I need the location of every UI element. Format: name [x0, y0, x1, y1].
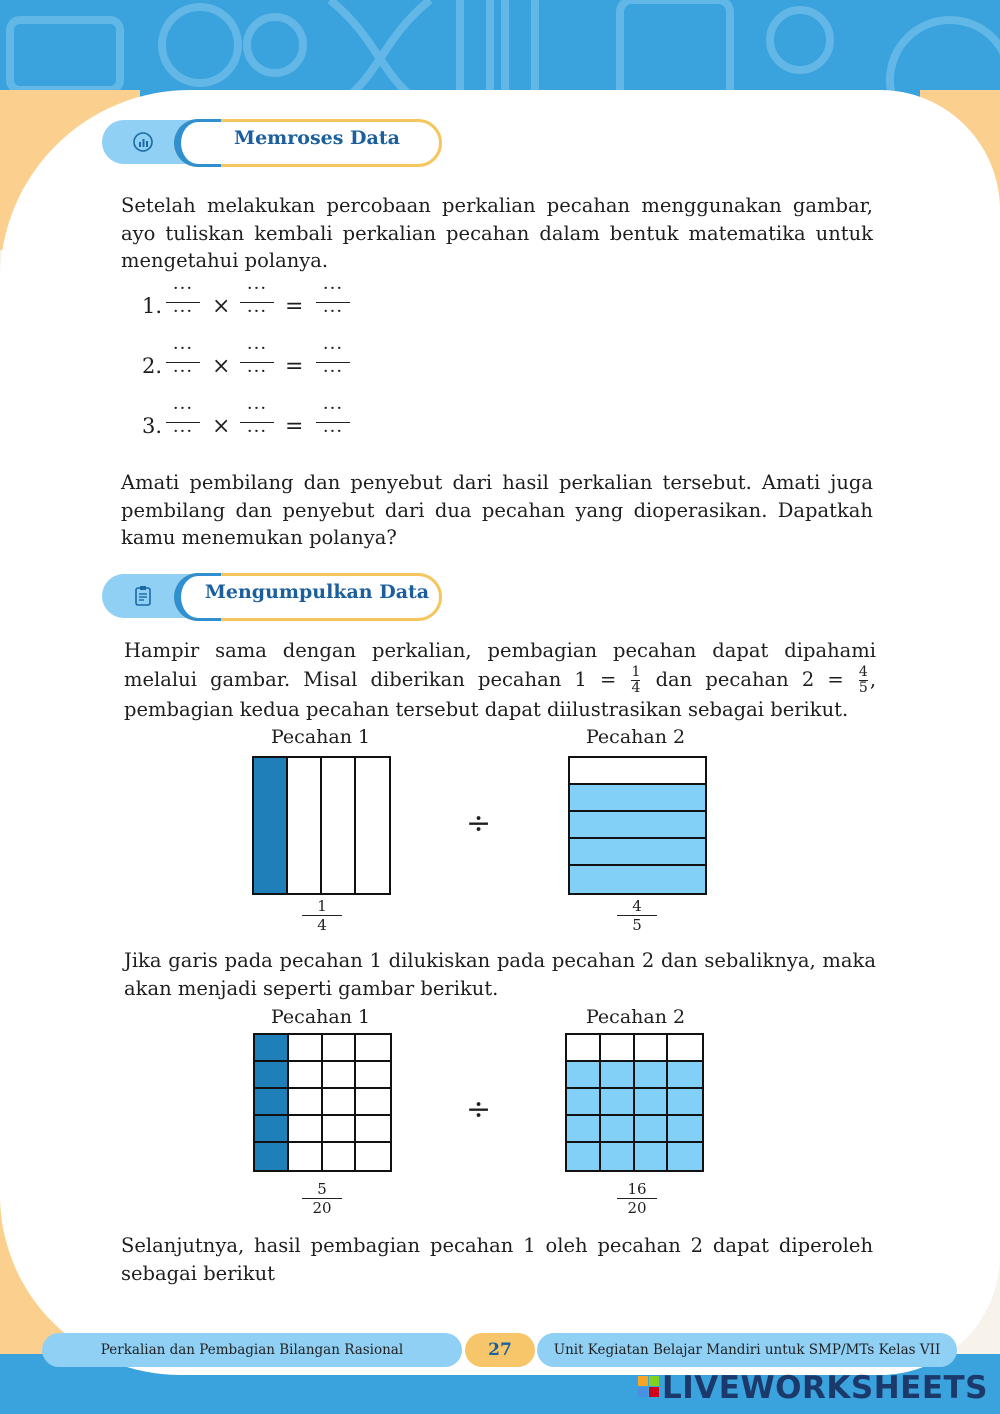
- grid-cell: [323, 1062, 357, 1089]
- grid-cell: [601, 1143, 635, 1170]
- grid-cell: [289, 1035, 323, 1062]
- shaded-row: [570, 839, 705, 866]
- grid-cell: [323, 1035, 357, 1062]
- grid-cell: [323, 1116, 357, 1143]
- equals-sign: =: [285, 294, 304, 319]
- division-sign: ÷: [466, 1092, 492, 1127]
- section-title: Memroses Data: [234, 127, 400, 149]
- figure-label: Pecahan 2: [586, 1006, 686, 1028]
- shaded-row: [570, 785, 705, 812]
- grid-cell: [255, 1062, 289, 1089]
- shaded-row: [570, 812, 705, 839]
- shaded-column: [254, 758, 288, 893]
- fraction-1-grid-model: [253, 1033, 392, 1172]
- page-number: 27: [465, 1333, 535, 1367]
- inline-fraction: $\frac{4}{5}$: [858, 663, 868, 696]
- fraction-label: 16 20: [617, 1180, 657, 1217]
- grid-cell: [635, 1035, 669, 1062]
- fraction-label: 4 5: [617, 897, 657, 934]
- footer-book-title: Unit Kegiatan Belajar Mandiri untuk SMP/MTs Kelas VII: [537, 1333, 957, 1367]
- division-sign: ÷: [466, 806, 492, 841]
- times-sign: ×: [212, 294, 231, 319]
- fraction-label: 1 4: [302, 897, 342, 934]
- equation-number: 2.: [142, 354, 163, 378]
- times-sign: ×: [212, 354, 231, 379]
- fraction-blank: ··· ···: [166, 344, 200, 381]
- equals-sign: =: [285, 414, 304, 439]
- liveworksheets-logo-icon: [638, 1376, 660, 1398]
- inline-fraction: $\frac{1}{4}$: [631, 663, 641, 696]
- equation-number: 1.: [142, 294, 163, 318]
- fraction-blank: ··· ···: [316, 284, 350, 321]
- grid-cell: [601, 1035, 635, 1062]
- fraction-blank: ··· ···: [166, 404, 200, 441]
- figure-label: Pecahan 1: [271, 1006, 371, 1028]
- section-title: Mengumpulkan Data: [204, 581, 430, 603]
- grid-cell: [289, 1089, 323, 1116]
- grid-cell: [255, 1143, 289, 1170]
- grid-cell: [635, 1089, 669, 1116]
- grid-cell: [668, 1089, 702, 1116]
- fraction-1-model: [252, 756, 391, 895]
- grid-cell: [255, 1089, 289, 1116]
- grid-cell: [668, 1116, 702, 1143]
- grid-cell: [289, 1062, 323, 1089]
- paragraph-result: Selanjutnya, hasil pembagian pecahan 1 oleh pecahan 2 dapat diperoleh sebagai berikut: [121, 1234, 873, 1285]
- fraction-blank: ··· ···: [166, 284, 200, 321]
- grid-cell: [567, 1143, 601, 1170]
- paragraph-division-intro: Hampir sama dengan perkalian, pembagian pecahan dapat dipahami melalui gambar. Misal diberikan pecahan 1 = $\frac{1}{4}$ dan pecahan 2 = $\frac{4}{5}$ , pembagian kedua pecahan tersebut dapat diilustrasikan sebagai berikut.: [124, 639, 877, 721]
- grid-cell: [356, 1062, 390, 1089]
- grid-cell: [255, 1035, 289, 1062]
- grid-cell: [635, 1062, 669, 1089]
- grid-cell: [356, 1116, 390, 1143]
- grid-cell: [635, 1116, 669, 1143]
- section-header-mengumpulkan-data: [102, 573, 442, 619]
- fraction-blank: ··· ···: [316, 404, 350, 441]
- figure-label: Pecahan 2: [586, 726, 686, 748]
- grid-cell: [567, 1062, 601, 1089]
- grid-cell: [601, 1089, 635, 1116]
- grid-cell: [289, 1116, 323, 1143]
- fraction-blank: ··· ···: [316, 344, 350, 381]
- grid-cell: [356, 1089, 390, 1116]
- paragraph-observe: Amati pembilang dan penyebut dari hasil perkalian tersebut. Amati juga pembilang dan penyebut dari dua pecahan yang dioperasikan. Dapatkah kamu menemukan polanya?: [121, 471, 873, 549]
- grid-cell: [567, 1089, 601, 1116]
- grid-cell: [323, 1089, 357, 1116]
- section-header-memroses-data: [102, 119, 442, 165]
- paragraph-intro: Setelah melakukan percobaan perkalian pecahan menggunakan gambar, ayo tuliskan kembali perkalian pecahan dalam bentuk matematika untuk mengetahui polanya.: [121, 194, 873, 272]
- paragraph-lines: Jika garis pada pecahan 1 dilukiskan pada pecahan 2 dan sebaliknya, maka akan menjadi seperti gambar berikut.: [124, 949, 876, 1000]
- fraction-blank: ··· ···: [240, 404, 274, 441]
- grid-cell: [635, 1143, 669, 1170]
- grid-cell: [601, 1116, 635, 1143]
- grid-cell: [255, 1116, 289, 1143]
- grid-cell: [601, 1062, 635, 1089]
- grid-cell: [567, 1035, 601, 1062]
- page-card: [0, 90, 1000, 1375]
- fraction-2-grid-model: [565, 1033, 704, 1172]
- grid-cell: [668, 1035, 702, 1062]
- shaded-row: [570, 866, 705, 893]
- equation-number: 3.: [142, 414, 163, 438]
- clipboard-icon: [132, 585, 154, 607]
- grid-cell: [323, 1143, 357, 1170]
- grid-cell: [668, 1143, 702, 1170]
- fraction-2-model: [568, 756, 707, 895]
- grid-cell: [356, 1143, 390, 1170]
- liveworksheets-watermark: LIVEWORKSHEETS: [638, 1370, 988, 1406]
- equals-sign: =: [285, 354, 304, 379]
- grid-cell: [567, 1116, 601, 1143]
- data-chart-icon: [132, 131, 154, 153]
- grid-cell: [356, 1035, 390, 1062]
- times-sign: ×: [212, 414, 231, 439]
- footer-chapter-title: Perkalian dan Pembagian Bilangan Rasional: [42, 1333, 462, 1367]
- grid-cell: [289, 1143, 323, 1170]
- fraction-blank: ··· ···: [240, 344, 274, 381]
- figure-label: Pecahan 1: [271, 726, 371, 748]
- fraction-blank: ··· ···: [240, 284, 274, 321]
- grid-cell: [668, 1062, 702, 1089]
- fraction-label: 5 20: [302, 1180, 342, 1217]
